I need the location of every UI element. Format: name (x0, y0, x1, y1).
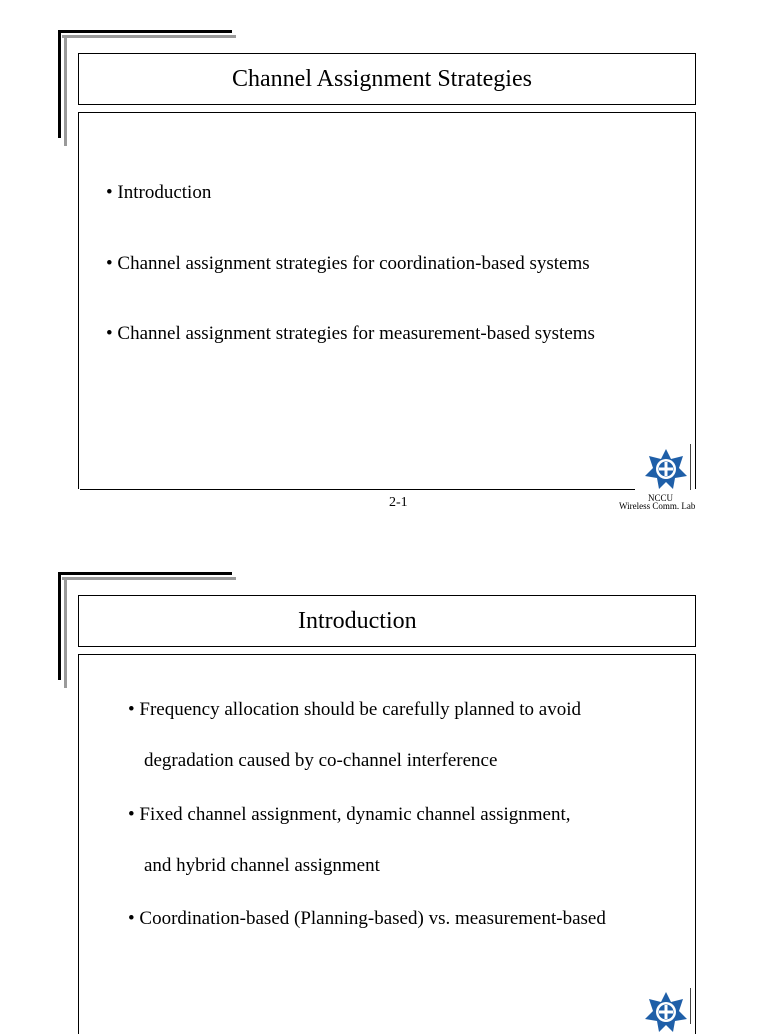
bullet-icon: • (128, 908, 135, 929)
bullet-text: Channel assignment strategies for measurement-based systems (117, 323, 595, 344)
lab-name-line2: Wireless Comm. Lab (619, 501, 696, 511)
slide-title: Channel Assignment Strategies (232, 65, 532, 92)
bullet-icon: • (106, 182, 113, 203)
bullet-text: Fixed channel assignment, dynamic channel assignment, (139, 804, 571, 825)
bullet-text: Coordination-based (Planning-based) vs. measurement-based (139, 908, 606, 929)
bullet-continuation (144, 750, 497, 772)
bullet-item (128, 908, 606, 930)
decorative-bar-left (58, 30, 61, 138)
bullet-item (106, 323, 595, 345)
bullet-icon: • (128, 699, 135, 720)
bullet-item (128, 804, 571, 826)
bullet-text: degradation caused by co-channel interference (144, 750, 498, 771)
slide-title: Introduction (298, 607, 417, 634)
bullet-text: Frequency allocation should be carefully planned to avoid (139, 699, 582, 720)
bullet-text: Channel assignment strategies for coordination-based systems (117, 253, 590, 274)
bullet-text: Introduction (117, 182, 212, 203)
title-box (78, 595, 696, 647)
nccu-logo-icon (644, 447, 688, 491)
slide-2-2 (0, 542, 768, 1024)
decorative-bar-left-shadow (64, 578, 67, 688)
bullet-item (106, 182, 211, 204)
logo-divider (690, 988, 691, 1024)
bullet-item (106, 253, 590, 275)
logo-divider (690, 444, 691, 490)
lab-name-line1: NCCU (648, 493, 674, 503)
title-box (78, 53, 696, 105)
nccu-logo-icon (644, 990, 688, 1034)
decorative-bar-top-shadow (62, 577, 236, 580)
decorative-bar-left-shadow (64, 36, 67, 146)
bullet-item (128, 699, 581, 721)
decorative-bar-top (58, 572, 232, 575)
bullet-icon: • (128, 804, 135, 825)
decorative-bar-left (58, 572, 61, 680)
bullet-icon: • (106, 323, 113, 344)
page-number: 2-1 (389, 495, 408, 510)
bullet-continuation (144, 855, 380, 877)
bullet-icon: • (106, 253, 113, 274)
decorative-bar-top-shadow (62, 35, 236, 38)
footer-line (80, 489, 635, 490)
decorative-bar-top (58, 30, 232, 33)
content-box (78, 112, 696, 489)
bullet-text: and hybrid channel assignment (144, 855, 380, 876)
